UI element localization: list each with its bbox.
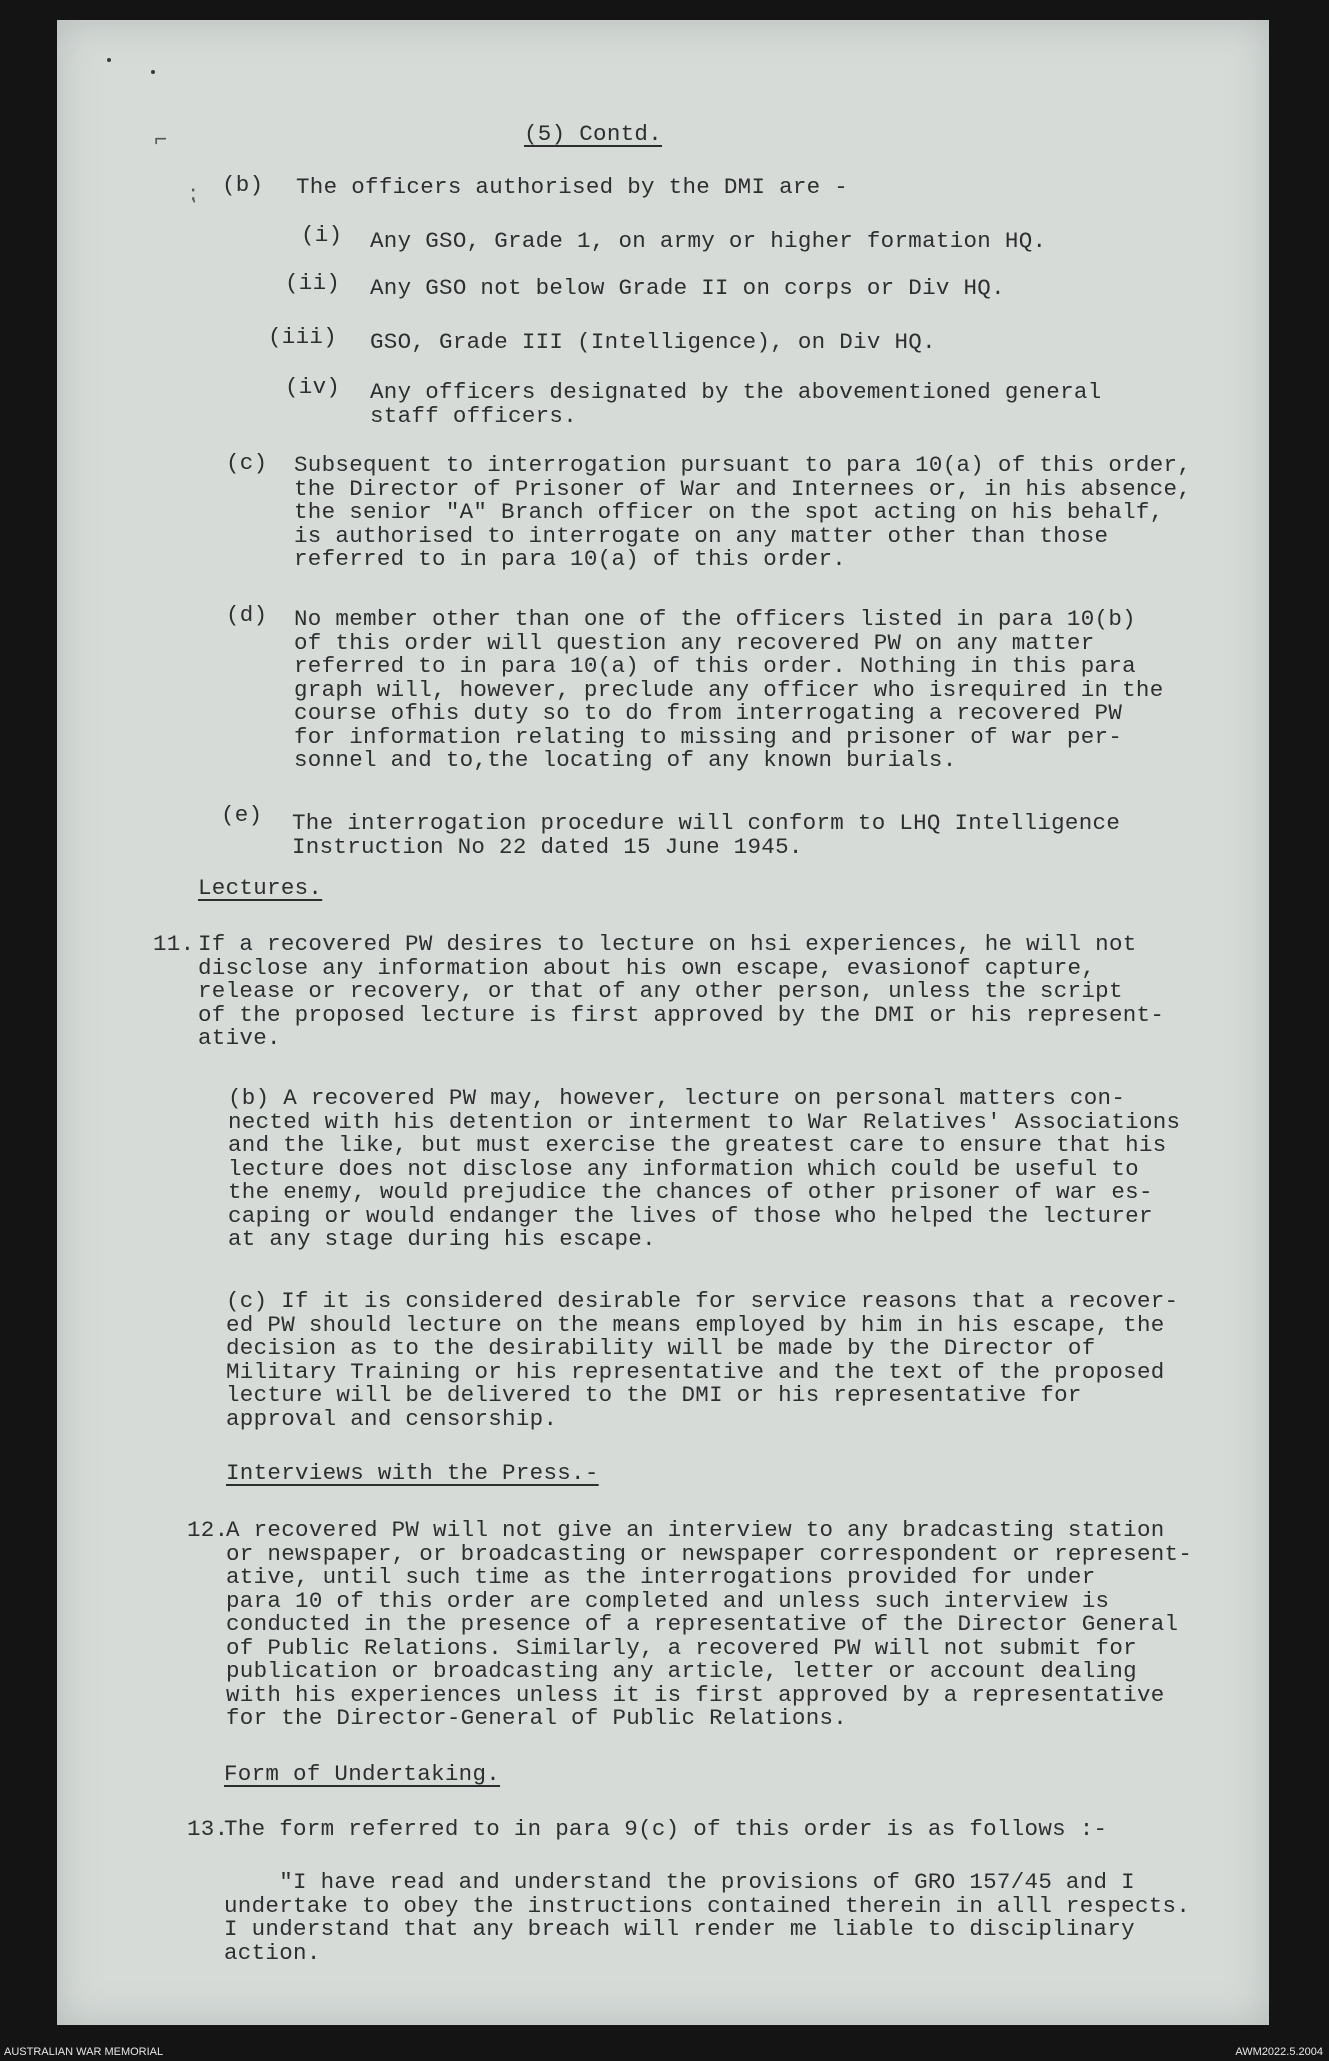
- para-12-number: 12.: [187, 1517, 229, 1543]
- margin-mark: ⌐: [154, 128, 168, 153]
- para-b-label: (b): [222, 172, 264, 198]
- para-b-text: The officers authorised by the DMI are -: [296, 174, 849, 200]
- page-heading: (5) Contd.: [524, 121, 663, 147]
- para-12-text: A recovered PW will not give an interview to any bradcasting station or newspaper, or broadcasting or newspaper correspondent or represent- ative, until such time as the interrogations provided for under para 10 of this order are completed and unless such interview is conducted in the presence of a representative of the Director General of Public Relations. Similarly, a recovered PW will not submit for publication or broadcasting any article, letter or account dealing with his experiences unless it is first approved by a representative for the Director-General of Public Relations.: [226, 1517, 1193, 1731]
- footer-left: AUSTRALIAN WAR MEMORIAL: [4, 2046, 164, 2058]
- para-11-number: 11.: [153, 931, 195, 957]
- item-text: Any GSO not below Grade II on corps or Div HQ.: [370, 275, 1005, 301]
- para-11-text: If a recovered PW desires to lecture on hsi experiences, he will not disclose any information about his own escape, evasionof capture, release or recovery, or that of any other person, unless the script of the proposed lecture is first approved by the DMI or his represent- ative.: [198, 931, 1165, 1051]
- item-text: Any officers designated by the abovementioned general staff officers.: [370, 379, 1102, 429]
- item-label: (ii): [285, 270, 341, 296]
- item-label: (iii): [268, 324, 338, 350]
- undertaking-quote: "I have read and understand the provisions of GRO 157/45 and I undertake to obey the instructions contained therein in alll respects. I understand that any breach will render me liable to disciplinary action.: [224, 1869, 1191, 1966]
- section-heading-lectures: Lectures.: [198, 875, 323, 901]
- section-heading-interviews: Interviews with the Press.-: [226, 1460, 599, 1486]
- para-d-text: No member other than one of the officers listed in para 10(b) of this order will question any recovered PW on any matter referred to in para 10(a) of this order. Nothing in this para graph will, however, preclude any officer who isrequired in the course ofhis duty so to do from interrogating a recovered PW for information relating to missing and prisoner of war per- sonnel and to,the locating of any known burials.: [294, 606, 1164, 773]
- section-heading-form: Form of Undertaking.: [224, 1761, 501, 1787]
- paper-speck: [151, 70, 155, 74]
- margin-mark: ⁏: [189, 182, 197, 207]
- para-13-text: The form referred to in para 9(c) of this order is as follows :-: [224, 1816, 1108, 1842]
- para-11-b: (b) A recovered PW may, however, lecture on personal matters con- nected with his detention or interment to War Relatives' Associations and the like, but must exercise the greatest care to ensure that his lecture does not disclose any information which could be useful to the enemy, would prejudice the chances of other prisoner of war es- caping or would endanger the lives of those who helped the lecturer at any stage during his escape.: [228, 1085, 1181, 1252]
- item-text: Any GSO, Grade 1, on army or higher formation HQ.: [370, 228, 1047, 254]
- item-label: (iv): [285, 374, 341, 400]
- item-label: (i): [301, 222, 343, 248]
- para-e-label: (e): [221, 802, 263, 828]
- para-e-text: The interrogation procedure will conform to LHQ Intelligence Instruction No 22 dated 15 June 1945.: [292, 810, 1121, 860]
- paper-speck: [107, 58, 111, 62]
- footer-right: AWM2022.5.2004: [1235, 2046, 1323, 2058]
- para-13-number: 13.: [187, 1816, 229, 1842]
- item-text: GSO, Grade III (Intelligence), on Div HQ.: [370, 329, 936, 355]
- para-c-text: Subsequent to interrogation pursuant to para 10(a) of this order, the Director of Prisoner of War and Internees or, in his absence, the senior "A" Branch officer on the spot acting on his behalf, is authorised to interrogate on any matter other than those referred to in para 10(a) of this order.: [294, 452, 1192, 572]
- para-11-c: (c) If it is considered desirable for service reasons that a recover- ed PW should lecture on the means employed by him in his escape, the decision as to the desirability will be made by the Director of Military Training or his representative and the text of the proposed lecture will be delivered to the DMI or his representative for approval and censorship.: [226, 1288, 1179, 1432]
- para-c-label: (c): [226, 450, 268, 476]
- para-d-label: (d): [226, 602, 268, 628]
